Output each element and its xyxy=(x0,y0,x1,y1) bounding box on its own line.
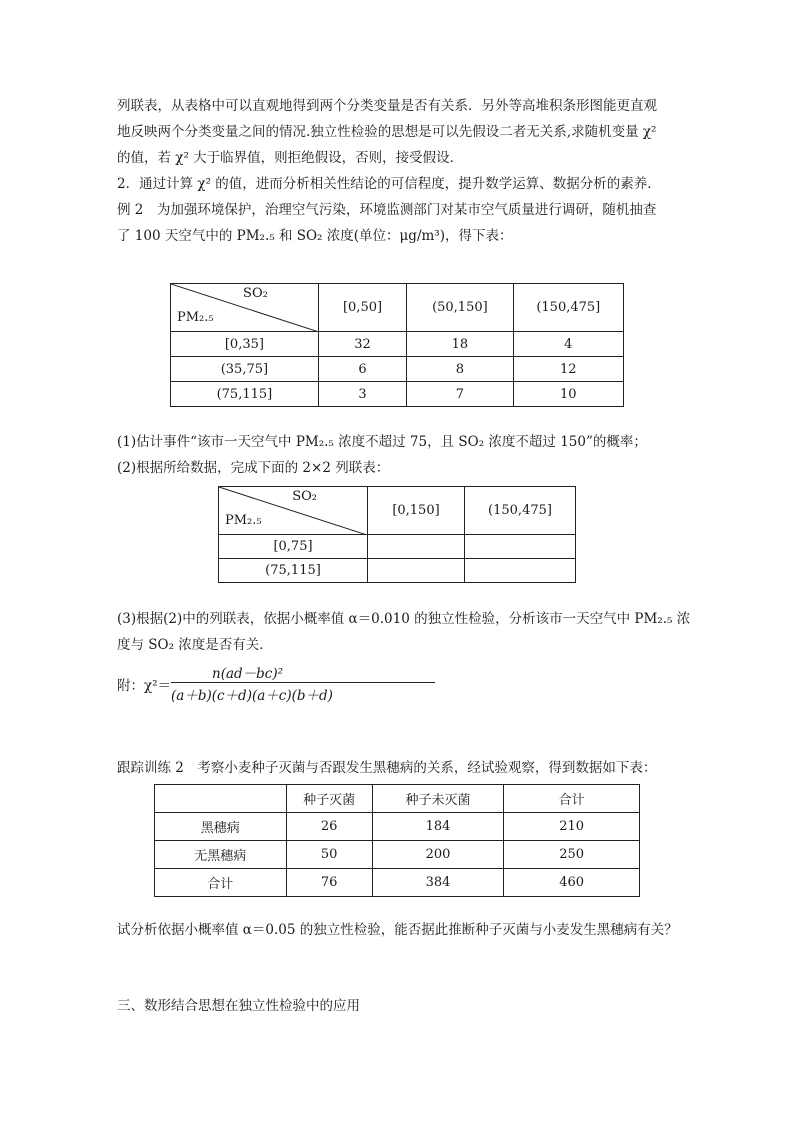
contingency-table-blank xyxy=(218,486,576,583)
row-header: (75,115] xyxy=(171,382,319,407)
row-header: (75,115] xyxy=(219,559,368,583)
corner-row-header: PM₂.₅ xyxy=(177,310,214,325)
column-header: 合计 xyxy=(504,785,640,813)
exercise-title: 跟踪训练 2 考察小麦种子灭菌与否跟发生黑穗病的关系，经试验观察，得到数据如下表： xyxy=(117,760,657,776)
column-header: [0,50] xyxy=(318,284,406,332)
table-cell: 6 xyxy=(318,357,406,382)
corner-column-header: SO₂ xyxy=(243,286,268,301)
formula-label: 附：χ²＝ xyxy=(117,678,172,694)
question-2: (2)根据所给数据，完成下面的 2×2 列联表： xyxy=(117,460,390,476)
table-cell: 12 xyxy=(513,357,623,382)
table-cell: 32 xyxy=(318,332,406,357)
table-cell: 250 xyxy=(504,841,640,869)
table-row xyxy=(155,841,640,869)
table-corner-empty xyxy=(155,785,287,813)
table-cell: 26 xyxy=(286,813,372,841)
table-cell: 4 xyxy=(513,332,623,357)
fraction-bar xyxy=(171,682,435,683)
paragraph-line: 度与 SO₂ 浓度是否有关． xyxy=(117,637,273,653)
row-header: 黑穗病 xyxy=(155,813,287,841)
paragraph-line: 2．通过计算 χ² 的值，进而分析相关性结论的可信程度，提升数学运算、数据分析的素养． xyxy=(117,176,661,192)
column-header: 种子未灭菌 xyxy=(372,785,504,813)
example-title: 例 2 为加强环境保护，治理空气污染，环境监测部门对某市空气质量进行调研，随机抽查 xyxy=(117,202,657,218)
paragraph-line: 了 100 天空气中的 PM₂.₅ 和 SO₂ 浓度(单位：μg/m³)，得下表： xyxy=(117,228,513,244)
table-row xyxy=(155,813,640,841)
column-header: 种子灭菌 xyxy=(286,785,372,813)
corner-row-header: PM₂.₅ xyxy=(225,513,262,528)
table-corner xyxy=(219,487,368,535)
table-cell: 76 xyxy=(286,869,372,897)
column-header: (150,475] xyxy=(465,487,576,535)
corner-column-header: SO₂ xyxy=(292,489,317,504)
table-cell: 210 xyxy=(504,813,640,841)
table-cell: 7 xyxy=(407,382,513,407)
table-cell-blank xyxy=(465,559,576,583)
table-cell: 8 xyxy=(407,357,513,382)
paragraph-line: 地反映两个分类变量之间的情况.独立性检验的思想是可以先假设二者无关系,求随机变量 χ² xyxy=(117,124,657,140)
pm-so2-table xyxy=(170,283,624,407)
formula-denominator: (a＋b)(c＋d)(a＋c)(b＋d) xyxy=(171,688,333,704)
row-header: 合计 xyxy=(155,869,287,897)
table-cell-blank xyxy=(368,535,465,559)
table-row xyxy=(219,535,576,559)
wheat-smut-table xyxy=(154,784,640,897)
table-cell: 3 xyxy=(318,382,406,407)
table-row xyxy=(155,869,640,897)
table-cell: 18 xyxy=(407,332,513,357)
table-cell: 200 xyxy=(372,841,504,869)
table-cell-blank xyxy=(368,559,465,583)
table-cell: 50 xyxy=(286,841,372,869)
table-cell: 460 xyxy=(504,869,640,897)
table-cell-blank xyxy=(465,535,576,559)
table-cell: 384 xyxy=(372,869,504,897)
row-header: 无黑穗病 xyxy=(155,841,287,869)
row-header: [0,35] xyxy=(171,332,319,357)
formula-numerator: n(ad－bc)² xyxy=(212,666,284,682)
table-cell: 10 xyxy=(513,382,623,407)
section-heading: 三、数形结合思想在独立性检验中的应用 xyxy=(117,998,360,1014)
column-header: (50,150] xyxy=(407,284,513,332)
column-header: (150,475] xyxy=(513,284,623,332)
question-1: (1)估计事件“该市一天空气中 PM₂.₅ 浓度不超过 75，且 SO₂ 浓度不超过 150”的概率； xyxy=(117,434,647,450)
paragraph-line: 列联表，从表格中可以直观地得到两个分类变量是否有关系．另外等高堆积条形图能更直观 xyxy=(117,98,657,114)
table-row xyxy=(171,382,624,407)
exercise-question: 试分析依据小概率值 α＝0.05 的独立性检验，能否据此推断种子灭菌与小麦发生黑穗病有关？ xyxy=(117,922,678,938)
table-row xyxy=(219,559,576,583)
column-header: [0,150] xyxy=(368,487,465,535)
table-corner xyxy=(171,284,319,332)
paragraph-line: 的值，若 χ² 大于临界值，则拒绝假设，否则，接受假设． xyxy=(117,150,464,166)
table-cell: 184 xyxy=(372,813,504,841)
table-row xyxy=(171,332,624,357)
question-3: (3)根据(2)中的列联表，依据小概率值 α＝0.010 的独立性检验，分析该市一天空气中 PM₂.₅ 浓 xyxy=(117,611,691,627)
row-header: [0,75] xyxy=(219,535,368,559)
row-header: (35,75] xyxy=(171,357,319,382)
table-row xyxy=(171,357,624,382)
